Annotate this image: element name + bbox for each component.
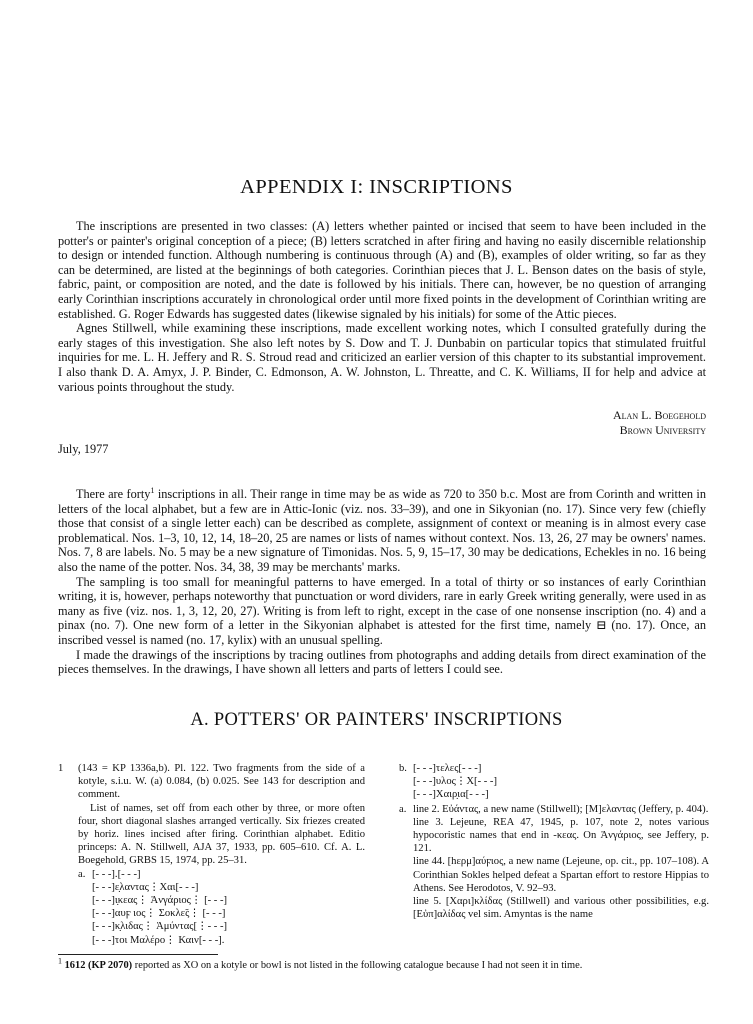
inscription-b — [399, 762, 709, 802]
inscription-line: [- - -]τελες[- - -] — [413, 763, 482, 774]
commentary — [399, 803, 709, 922]
inscription-line: [- - -]ι̣κεας⋮ Ἀνγάριος⋮ [- - -] — [92, 895, 228, 907]
inscription-b-lines — [413, 762, 497, 802]
commentary-note: line 5. [Χαρι]κλίδας (Stillwell) and various other possibilities, e.g. [Εὐπ]αλίδας vel sim. Amyntas is the name — [413, 896, 709, 921]
page-title: APPENDIX I: INSCRIPTIONS — [240, 176, 513, 198]
intro-section — [58, 219, 706, 394]
overview-section — [58, 487, 706, 677]
inscription-a-label: a. — [78, 868, 86, 880]
inscription-a — [78, 868, 365, 947]
body-paragraph — [58, 575, 706, 648]
footnote-number: 1 — [58, 956, 62, 966]
commentary-label: a. — [399, 803, 407, 815]
footnote-marker: 1 — [150, 485, 155, 495]
footnote-ref: 1612 (KP 2070) — [64, 960, 133, 971]
body-text: There are forty — [76, 487, 151, 501]
catalogue-column-left — [58, 762, 365, 947]
footnote-text: reported as XO on a kotyle or bowl is not listed in the following catalogue because I had not seen it in time. — [132, 960, 583, 971]
footnote — [58, 956, 706, 973]
inscription-line: [- - -]Χαιρ̣ια[- - -] — [413, 789, 489, 801]
inscription-b-label: b. — [399, 763, 407, 774]
inscription-line: [- - -]κ̣λιδας⋮ Ἀμύντας[⋮- - -] — [92, 921, 228, 933]
body-paragraph — [58, 487, 706, 575]
body-text: The sampling is too small for meaningful patterns to have emerged. In a total of thirty or so instances of early Corinthian writing, it is, however, perhaps noteworthy that punctuation or word dividers, rare in early Greek writing generally, were used in as many as five (viz. nos. 1, 3, 12, 20, 27). Writing is from left to right, except in the case of one nonsense inscription (no. 4) and a pinax (no. 7). One new form of a letter in the Sikyonian alphabet is attested for the first time, namely ⊟ (no. 17). Once, an inscribed vessel is named (no. 17, kylix) with an unusual spelling. — [58, 574, 706, 647]
commentary-note: line 44. [hερμ]αύϝιος, a new name (Lejeune, op. cit., pp. 107–108). A Corinthian Sokles helped defeat a Spartan effort to restore Hippias to Athens. See Herodotos, V. 92–93. — [413, 856, 709, 894]
signature-author: Alan L. Boegehold — [613, 408, 706, 422]
commentary-notes — [413, 803, 709, 922]
commentary-note: line 2. Εὐάντας, a new name (Stillwell); [Μ]ελαντας (Jeffery, p. 404). — [413, 803, 709, 815]
signature-institution: Brown University — [619, 422, 706, 437]
entry-description: List of names, set off from each other by three, or more often four, short diagonal slashes arranged vertically. Six friezes created by horiz. lines incised after firing. Corinthian alphabet. Editio princeps: A. N. Stillwell, AJA 37, 1933, pp. 605–610. Cf. A. L. Boegehold, GRBS 15, 1974, pp. 25–31. — [78, 802, 365, 867]
signature — [420, 408, 706, 437]
body-text: I made the drawings of the inscriptions by tracing outlines from photographs and adding details from direct examination of the pieces themselves. In the drawings, I have shown all letters and parts of letters I could see. — [58, 647, 706, 677]
entry-number: 1 — [58, 763, 64, 774]
catalogue-entry — [58, 762, 365, 947]
commentary-note: line 3. Lejeune, REA 47, 1945, p. 107, note 2, notes various hypocoristic names that end in -κεας. On Ἀνγάριος, see Jeffery, p. 121. — [413, 816, 709, 855]
section-title: A. POTTERS' OR PAINTERS' INSCRIPTIONS — [190, 710, 563, 730]
inscription-line: [- - -]ε̣λαντας⋮Χαι[- - -] — [92, 881, 199, 893]
catalogue-column-right — [399, 762, 709, 921]
inscription-line: [- - -].[- - -] — [92, 868, 141, 880]
body-paragraph — [58, 648, 706, 677]
inscription-line: [- - -]υλος⋮Χ[- - -] — [413, 776, 497, 788]
inscription-line: [- - -]αυϝ ιος⋮ Σοκλε̃ς⋮ [- - -] — [92, 908, 226, 920]
date-line: July, 1977 — [58, 442, 109, 456]
intro-paragraph: The inscriptions are presented in two classes: (A) letters whether painted or incised that seem to have been included in the potter's or painter's original conception of a piece; (B) letters scratched in after firing and having no easily discernible relationship to design or intended function. Although numbering is continuous through (A) and (B), examples of older writing, so far as they can be determined, are listed at the beginnings of both categories. Corinthian pieces that J. L. Benson dates on the basis of style, fabric, paint, or composition are noted, and the date is followed by his initials. There can, however, be no question of arranging early Corinthian inscriptions accurately in chronological order until more fixed points in the development of Corinthian writing are established. G. Roger Edwards has suggested dates (likewise signaled by his initials) for some of the Attic pieces. — [58, 219, 706, 321]
footnote-rule — [58, 954, 218, 955]
entry-heading: (143 = KP 1336a,b). Pl. 122. Two fragments from the side of a kotyle, s.i.u. W. (a) 0.084, (b) 0.025. See 143 for description and comment. — [78, 763, 365, 801]
inscription-a-lines — [92, 868, 227, 947]
intro-paragraph: Agnes Stillwell, while examining these inscriptions, made excellent working notes, which I consulted gratefully during the early stages of this investigation. She also left notes by S. Dow and T. J. Dunbabin on particular topics that stimulated fruitful inquiries for me. L. H. Jeffery and R. S. Stroud read and criticized an earlier version of this chapter to its substantial improvement. I also thank D. A. Amyx, J. P. Binder, C. Edmonson, A. W. Johnston, L. Threatte, and C. K. Williams, II for help and advice at various points throughout the study. — [58, 321, 706, 394]
inscription-line: [- - -]τοι Μαλέρο⋮ Καιν[- - -]. — [92, 934, 225, 946]
body-text: inscriptions in all. Their range in time may be as wide as 720 to 350 b.c. Most are from Corinth and written in letters of the local alphabet, but a few are in Attic-Ionic (viz. nos. 33–39), and one in Sikyonian (no. 17). Since very few (chiefly those that consist of a single letter each) can be described as complete, assignment of context or meaning is in almost every case problematical. Nos. 1–3, 10, 12, 14, 18–20, 25 are names or lists of names without context. Nos. 13, 26, 27 may be owners' names. Nos. 7, 8 are labels. No. 5 may be a new signature of Timonidas. Nos. 5, 9, 15–17, 30 may be dedications, Echekles in no. 16 being also the name of the potter. Nos. 34, 38, 39 may be merchants' marks. — [58, 487, 706, 574]
